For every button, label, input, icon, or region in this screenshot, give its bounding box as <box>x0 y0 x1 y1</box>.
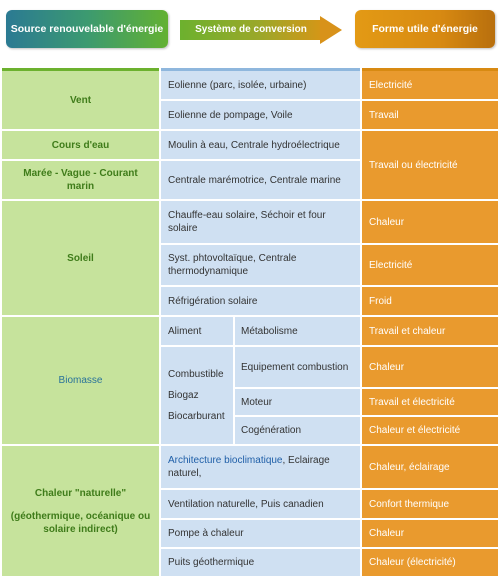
combustible-item: Biocarburant <box>168 411 225 422</box>
source-chaleur-subtitle: (géothermique, océanique ou solaire indirect) <box>10 510 151 535</box>
source-biomasse-label: Biomasse <box>58 375 103 386</box>
conversion-cell <box>161 549 360 576</box>
conversion-text: Réfrigération solaire <box>168 295 258 307</box>
source-soleil-label: Soleil <box>67 252 94 264</box>
conversion-cell <box>161 161 360 199</box>
output-cell <box>362 201 498 243</box>
combustible-item: Biogaz <box>168 390 199 401</box>
output-header-box <box>355 10 495 48</box>
conversion-header-label: Système de conversion <box>195 24 307 35</box>
combustible-item: Combustible <box>168 369 224 380</box>
biomasse-aliment: Aliment <box>168 325 202 337</box>
conversion-cell <box>161 446 360 488</box>
conversion-text: Eolienne (parc, isolée, urbaine) <box>168 79 307 91</box>
source-header-label: Source renouvelable d'énergie <box>10 22 164 35</box>
source-soleil <box>2 201 159 315</box>
output-cell <box>362 317 498 345</box>
output-text: Confort thermique <box>369 498 450 510</box>
conversion-text: Chauffe-eau solaire, Séchoir et four solaire <box>168 210 326 234</box>
conversion-cell <box>161 520 360 547</box>
conversion-text: Ventilation naturelle, Puis canadien <box>168 498 324 510</box>
source-cours-eau <box>2 131 159 159</box>
biomasse-process-cell <box>235 417 360 444</box>
process-text: Equipement combustion <box>241 361 349 373</box>
output-cell <box>362 549 498 576</box>
arrow-head-icon <box>320 16 342 44</box>
output-cell <box>362 131 498 199</box>
conversion-cell <box>161 201 360 243</box>
output-cell <box>362 520 498 547</box>
source-chaleur-title: Chaleur "naturelle" <box>34 487 127 499</box>
process-text: Moteur <box>241 396 273 408</box>
conversion-arrow <box>180 16 342 44</box>
biomasse-process-cell <box>235 347 360 387</box>
output-cell <box>362 287 498 315</box>
conversion-cell <box>161 245 360 285</box>
output-text: Travail <box>369 109 399 121</box>
output-text: Travail et chaleur <box>369 325 446 337</box>
conversion-text: Moulin à eau, Centrale hydroélectrique <box>168 139 340 151</box>
source-biomasse <box>2 317 159 444</box>
conversion-text: Pompe à chaleur <box>168 528 244 539</box>
biomasse-combustibles-cell <box>161 347 233 444</box>
source-chaleur-naturelle <box>2 446 159 576</box>
biomasse-process-cell <box>235 389 360 415</box>
architecture-bioclimatique-link[interactable]: Architecture bioclimatique <box>168 455 283 466</box>
output-cell <box>362 101 498 129</box>
output-cell <box>362 490 498 518</box>
conversion-cell <box>161 131 360 159</box>
output-text: Chaleur <box>369 528 405 539</box>
conversion-text: Centrale marémotrice, Centrale marine <box>168 174 341 186</box>
source-cours-eau-label: Cours d'eau <box>51 139 110 151</box>
flow-header <box>0 10 500 50</box>
conversion-cell <box>161 101 360 129</box>
output-text: Travail et électricité <box>369 396 455 408</box>
energy-table <box>2 68 498 576</box>
biomasse-process-cell <box>235 317 360 345</box>
output-text: Chaleur et électricité <box>369 425 461 436</box>
process-text: Cogénération <box>241 425 302 436</box>
conversion-cell <box>161 287 360 315</box>
source-maree <box>2 161 159 199</box>
conversion-cell <box>161 490 360 518</box>
output-text: Chaleur (électricité) <box>369 557 456 568</box>
output-cell <box>362 417 498 444</box>
output-text: Electricité <box>369 259 413 271</box>
source-header-box <box>6 10 168 48</box>
conversion-cell <box>161 71 360 99</box>
conversion-text: Puits géothermique <box>168 557 255 568</box>
output-text: Travail ou électricité <box>369 159 458 171</box>
output-cell <box>362 245 498 285</box>
conversion-text: , Eclairage naturel, <box>168 455 330 479</box>
output-cell <box>362 446 498 488</box>
output-text: Chaleur <box>369 216 405 228</box>
output-cell <box>362 71 498 99</box>
biomasse-aliment-cell <box>161 317 233 345</box>
output-cell <box>362 389 498 415</box>
source-maree-label: Marée - Vague - Courant marin <box>23 168 138 192</box>
output-text: Chaleur, éclairage <box>369 461 450 473</box>
conversion-text: Syst. phtovoltaïque, Centrale thermodynamique <box>168 253 297 277</box>
output-text: Electricité <box>369 79 413 91</box>
source-vent-label: Vent <box>69 94 92 106</box>
output-text: Chaleur <box>369 361 405 373</box>
source-vent <box>2 71 159 129</box>
output-text: Froid <box>369 295 392 307</box>
conversion-text: Eolienne de pompage, Voile <box>168 109 293 121</box>
output-header-label: Forme utile d'énergie <box>372 22 478 35</box>
output-cell <box>362 347 498 387</box>
process-text: Métabolisme <box>241 325 298 337</box>
